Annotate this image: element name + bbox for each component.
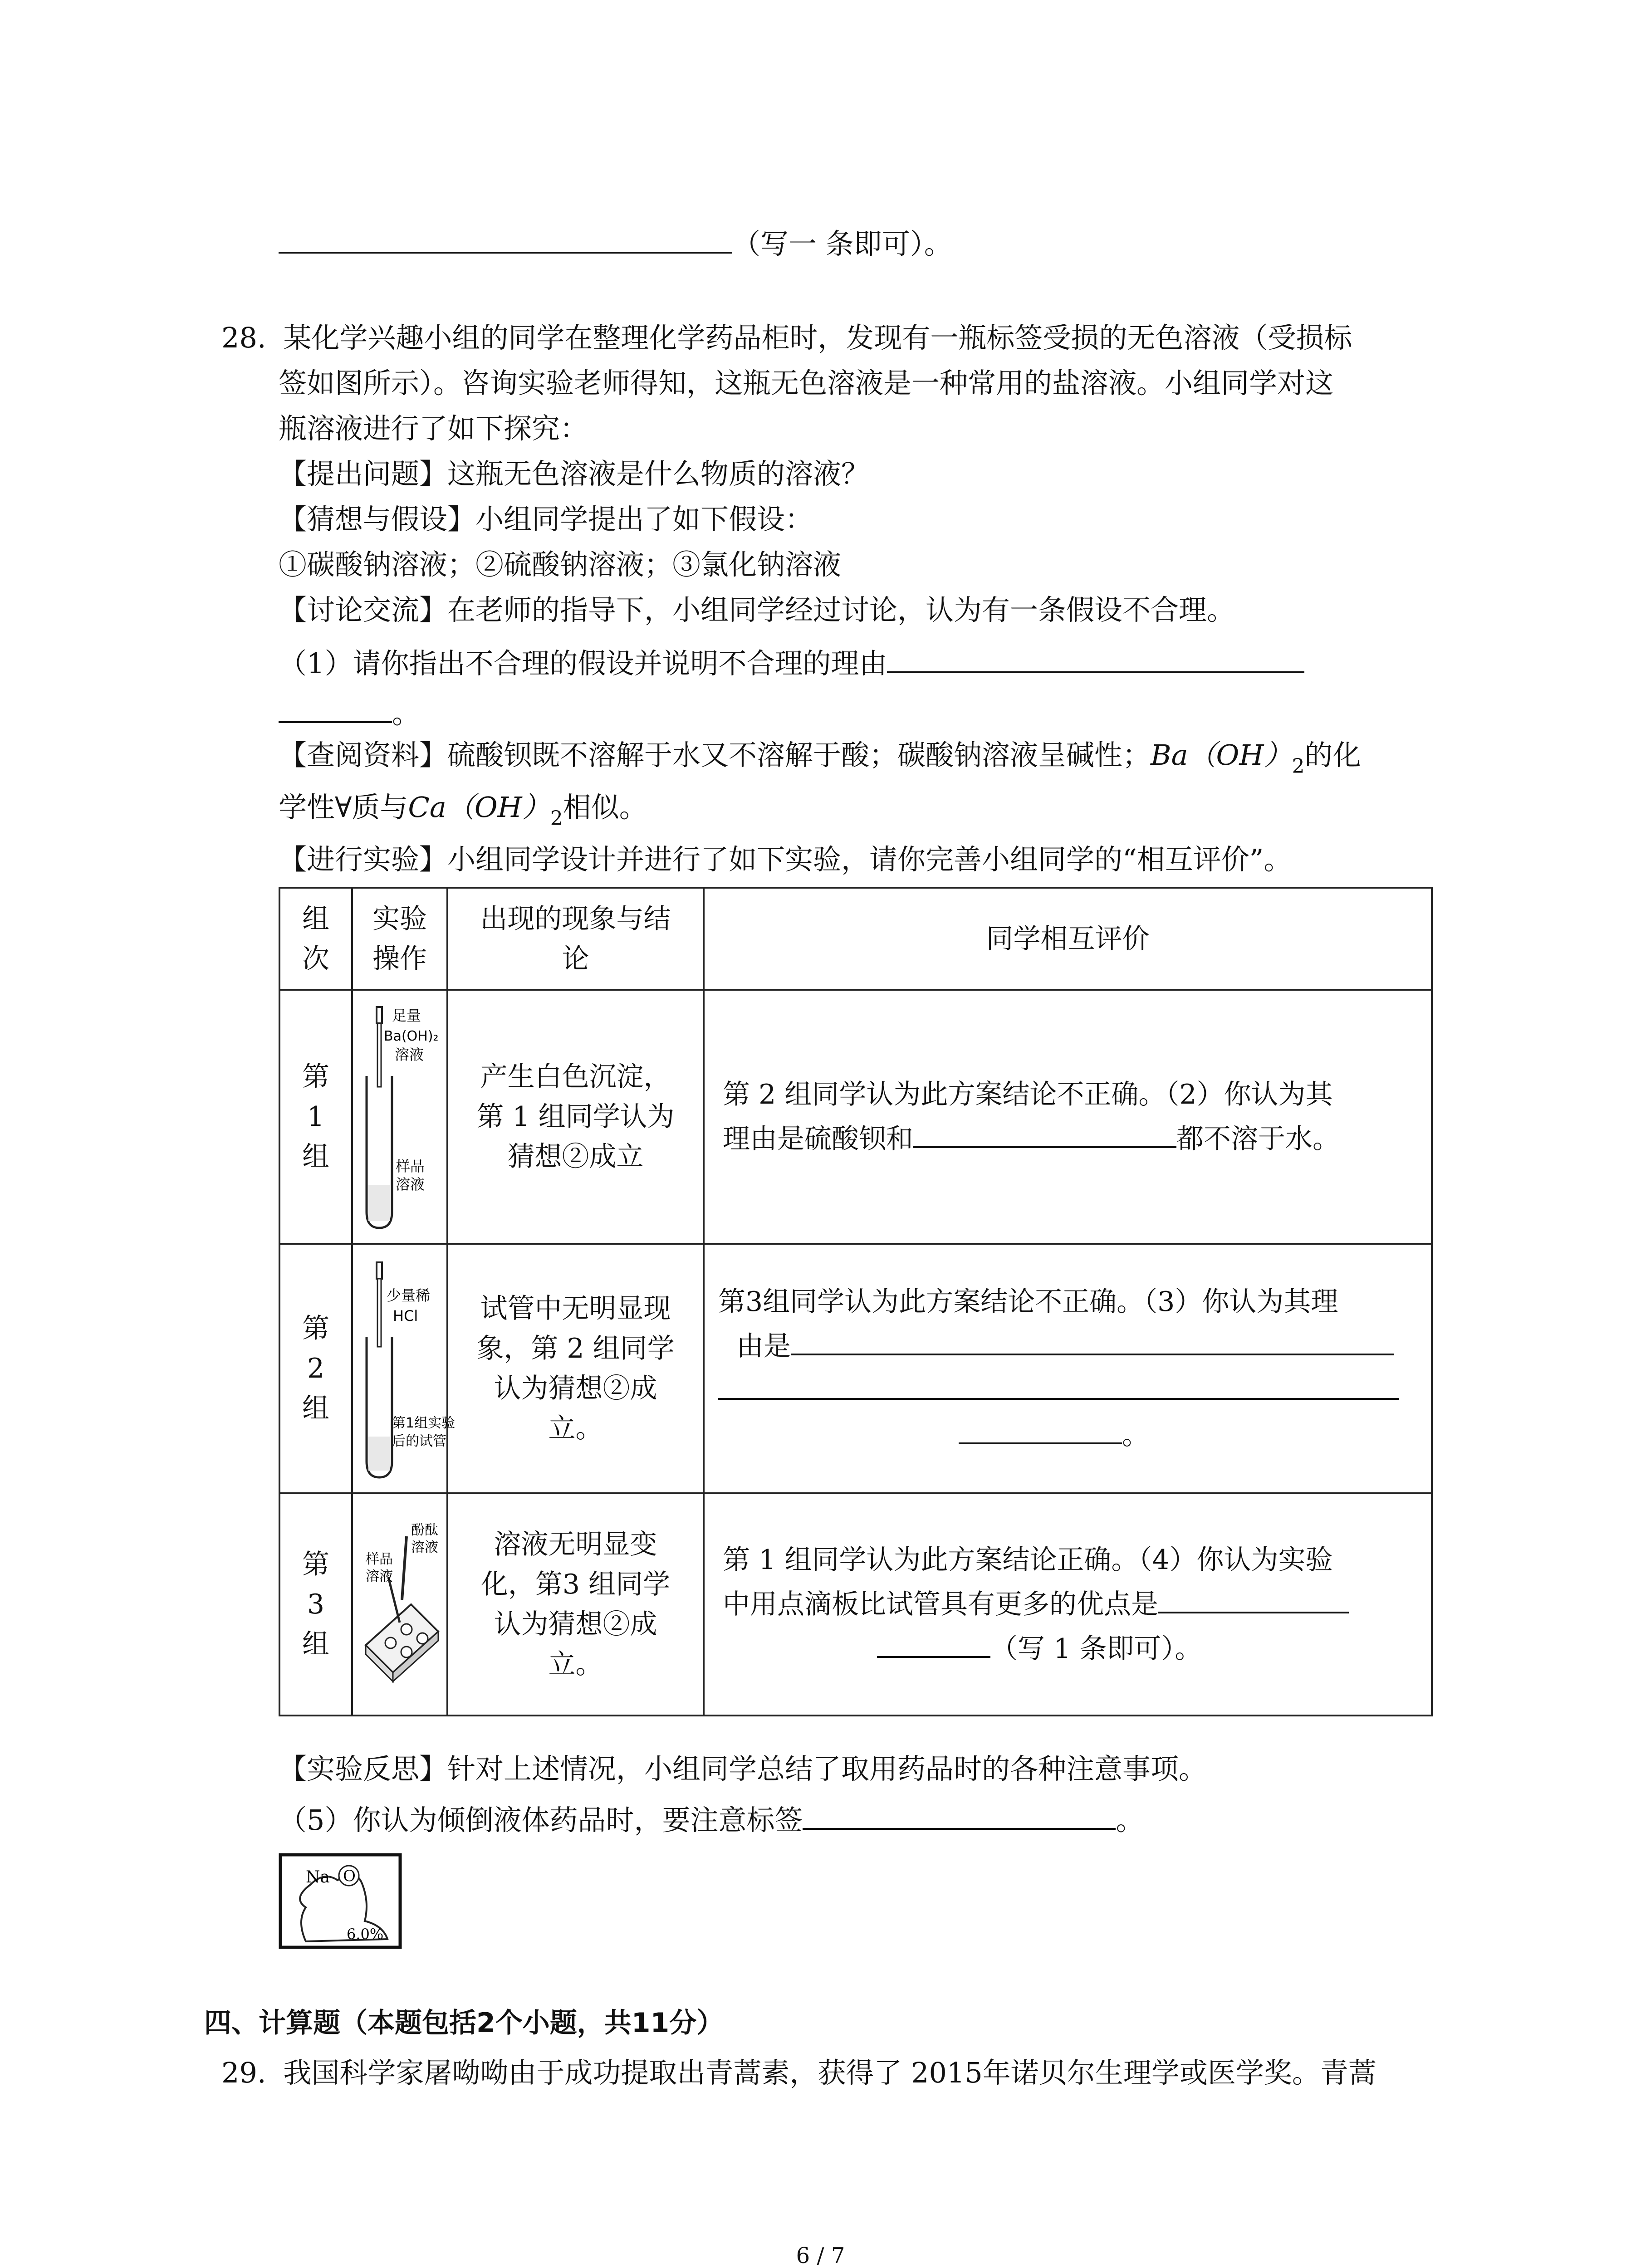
table-row	[279, 990, 1432, 1244]
table-row	[279, 1244, 1432, 1493]
prev-note: （写一 条即可）。	[732, 227, 952, 260]
page-number: 6 / 7	[796, 2243, 845, 2268]
q28-intro-1	[221, 318, 1352, 358]
sub5-period: 。	[1116, 1804, 1144, 1837]
header-text: 同学相互评价	[986, 923, 1150, 955]
label-reagent-solution: 溶液	[411, 1540, 438, 1555]
label-sample-solution: 溶液	[396, 1176, 425, 1193]
eval-text-2: 中用点滴板比试管具有更多的优点是	[723, 1589, 1158, 1620]
eval-text: 第 1 组同学认为此方案结论正确。（4）你认为实验	[723, 1544, 1333, 1576]
q28-sub5	[279, 1796, 1144, 1841]
header-text: 出现的现象与结论	[480, 903, 671, 975]
q28-question: 【提出问题】这瓶无色溶液是什么物质的溶液？	[279, 457, 870, 490]
evaluation-cell	[704, 1244, 1432, 1493]
answer-blank[interactable]	[279, 220, 732, 254]
sub1-blank[interactable]	[887, 640, 1304, 673]
result-cell	[447, 990, 704, 1244]
question-number: 29.	[221, 2056, 266, 2089]
eval-text-3: （写 1 条即可）。	[990, 1633, 1202, 1665]
result-text: 试管中无明显现象，第 2 组同学认为猜想②成立。	[476, 1293, 675, 1444]
experiment-table	[279, 887, 1433, 1716]
q29-text: 我国科学家屠呦呦由于成功提取出青蒿素，获得了 2015年诺贝尔生理学或医学奖。青蒿	[283, 2056, 1376, 2089]
header-text: 组次	[302, 903, 329, 975]
sub5-blank[interactable]	[803, 1796, 1116, 1830]
damaged-label-figure	[279, 1853, 402, 1949]
sub1-text: （1）请你指出不合理的假设并说明不合理的理由	[279, 647, 887, 680]
header-text: 实验操作	[372, 903, 427, 975]
group-cell	[279, 990, 352, 1244]
q28-sub1-cont	[279, 689, 420, 734]
label-reagent: 酚酞	[411, 1522, 438, 1538]
label-na: Na	[306, 1868, 330, 1887]
operation-cell	[352, 1493, 447, 1716]
label-reagent: 足量	[392, 1007, 421, 1024]
evaluation-cell	[704, 990, 1432, 1244]
sub1-blank-2[interactable]	[279, 689, 392, 723]
q28-discussion: 【讨论交流】在老师的指导下，小组同学经过讨论，认为有一条假设不合理。	[279, 593, 1235, 626]
ref-subscript-2: 2	[550, 807, 563, 830]
result-cell	[447, 1244, 704, 1493]
test-tube-dropper-icon	[357, 1255, 456, 1482]
group-cell	[279, 1244, 352, 1493]
prev-answer-line	[279, 220, 952, 264]
q29-line	[221, 2053, 1376, 2093]
q28-options: ①碳酸钠溶液；②硫酸钠溶液；③氯化钠溶液	[279, 548, 842, 581]
label-reagent: 少量稀	[387, 1287, 431, 1304]
eval-blank-3b[interactable]	[718, 1366, 1399, 1400]
label-sample: 样品	[396, 1158, 425, 1175]
eval-text-3: 。	[1122, 1419, 1149, 1451]
result-text: 溶液无明显变化，第3 组同学认为猜想②成立。	[480, 1529, 671, 1680]
eval-text-3: 都不溶于水。	[1176, 1123, 1340, 1155]
q28-hypothesis: 【猜想与假设】小组同学提出了如下假设：	[279, 503, 813, 536]
table-header-row	[279, 888, 1432, 990]
q28-reflection: 【实验反思】针对上述情况，小组同学总结了取用药品时的各种注意事项。	[279, 1752, 1207, 1785]
ref-text-a: 【查阅资料】硫酸钡既不溶解于水又不溶解于酸；碳酸钠溶液呈碱性；	[279, 738, 1151, 772]
q28-reference-1	[279, 735, 1361, 787]
operation-cell	[352, 1244, 456, 1493]
header-result	[447, 888, 704, 990]
eval-blank-3c[interactable]	[959, 1411, 1122, 1444]
label-o: O	[343, 1867, 356, 1885]
eval-blank-2[interactable]	[913, 1114, 1176, 1148]
test-tube-dropper-icon	[357, 999, 443, 1235]
eval-text-2: 理由是硫酸钡和	[723, 1123, 913, 1155]
label-sample-solution: 溶液	[366, 1569, 393, 1584]
eval-blank-4a[interactable]	[1158, 1580, 1349, 1613]
label-reagent-formula: HCl	[393, 1307, 418, 1325]
result-text: 产生白色沉淀，第 1 组同学认为猜想②成立	[476, 1061, 675, 1173]
group-label: 第 3 组	[302, 1549, 329, 1660]
question-number: 28.	[221, 321, 266, 354]
ref-text-b: 的化	[1304, 738, 1361, 772]
label-tube-2: 后的试管	[392, 1433, 446, 1449]
evaluation-cell	[704, 1493, 1432, 1716]
eval-blank-4b[interactable]	[877, 1624, 990, 1658]
result-cell	[447, 1493, 704, 1716]
operation-cell	[352, 990, 447, 1244]
table-row	[279, 1493, 1432, 1716]
eval-text-2: 由是	[736, 1330, 791, 1362]
group-label: 第 2 组	[302, 1313, 329, 1424]
label-percent: 6.0%	[347, 1926, 384, 1943]
sub5-text: （5）你认为倾倒液体药品时，要注意标签	[279, 1804, 803, 1837]
ref-formula-caoh: Ca（OH）	[408, 791, 550, 824]
label-tube: 第1组实验	[392, 1415, 456, 1431]
label-sample: 样品	[366, 1551, 393, 1567]
header-operation	[352, 888, 447, 990]
ref-formula-baoh: Ba（OH）	[1151, 738, 1292, 772]
eval-blank-3a[interactable]	[791, 1322, 1394, 1355]
header-group	[279, 888, 352, 990]
group-cell	[279, 1493, 352, 1716]
ref-text-c: 学性∀质与	[279, 791, 408, 824]
label-reagent-formula: Ba(OH)₂	[384, 1028, 439, 1044]
q28-text: 某化学兴趣小组的同学在整理化学药品柜时，发现有一瓶标签受损的无色溶液（受损标	[283, 321, 1352, 354]
q28-reference-2	[279, 787, 647, 839]
q28-exp-intro: 【进行实验】小组同学设计并进行了如下实验，请你完善小组同学的“相互评价”。	[279, 843, 1292, 876]
section-title: 四、计算题（本题包括2个小题，共11分）	[204, 2007, 724, 2039]
q28-sub1	[279, 640, 1304, 684]
group-label: 第 1 组	[302, 1061, 329, 1173]
label-reagent-solution: 溶液	[395, 1046, 424, 1063]
ref-subscript: 2	[1292, 755, 1305, 778]
eval-text: 第 2 组同学认为此方案结论不正确。（2）你认为其	[723, 1079, 1333, 1110]
eval-text: 第3组同学认为此方案结论不正确。（3）你认为其理	[718, 1286, 1338, 1318]
q28-intro-2: 签如图所示）。咨询实验老师得知，这瓶无色溶液是一种常用的盐溶液。小组同学对这	[279, 367, 1334, 400]
spot-plate-icon	[357, 1509, 443, 1700]
header-evaluation	[704, 888, 1432, 990]
q28-intro-3: 瓶溶液进行了如下探究：	[279, 412, 588, 445]
sub1-period: 。	[392, 697, 421, 730]
ref-text-d: 相似。	[563, 791, 647, 824]
